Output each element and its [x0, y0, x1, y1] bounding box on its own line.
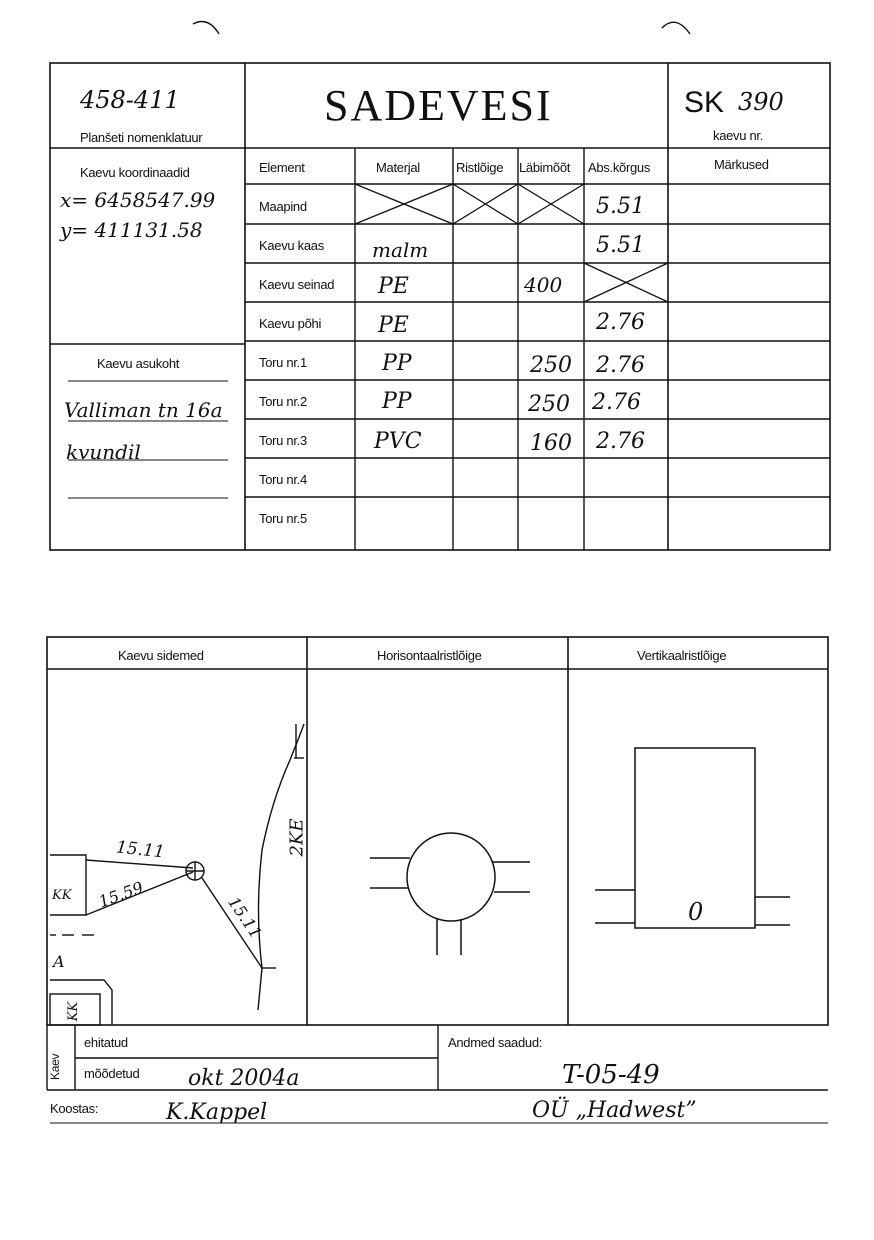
header-diameter: Läbimõõt	[519, 160, 571, 175]
cell-material: malm	[372, 238, 429, 262]
vertical-section-label: Vertikaalristlõige	[637, 648, 727, 663]
road-label: 2KE	[286, 818, 308, 857]
surveyed-label: mõõdetud	[84, 1066, 140, 1081]
side-label: Kaev	[48, 1053, 62, 1080]
row-element: Kaevu seinad	[259, 277, 335, 292]
cell-elevation: 5.51	[596, 233, 645, 258]
cell-material: PE	[378, 313, 409, 338]
tie-distance-2: 15.59	[96, 877, 146, 912]
cell-elevation: 2.76	[592, 390, 641, 415]
a-label: A	[53, 952, 65, 971]
location-label: Kaevu asukoht	[97, 356, 180, 371]
kk-label: KK	[52, 888, 72, 903]
well-number-value: 390	[738, 88, 784, 116]
cell-diameter: 160	[530, 431, 572, 456]
location-line-2: kvundil	[66, 440, 141, 464]
built-label: ehitatud	[84, 1035, 128, 1050]
row-element: Kaevu kaas	[259, 238, 324, 253]
horizontal-section-label: Horisontaalristlõige	[377, 648, 482, 663]
header-elevation: Abs.kõrgus	[588, 160, 651, 175]
row-element: Toru nr.3	[259, 433, 307, 448]
cell-diameter: 400	[524, 273, 563, 297]
cell-elevation: 5.51	[596, 194, 645, 219]
cell-elevation: 2.76	[596, 429, 645, 454]
row-element: Toru nr.4	[259, 472, 307, 487]
well-number-prefix: SK	[684, 86, 725, 119]
coordinates-label: Kaevu koordinaadid	[80, 165, 190, 180]
data-source-value: T-05-49	[562, 1060, 660, 1090]
data-source-label: Andmed saadud:	[448, 1035, 543, 1050]
page-title: SADEVESI	[324, 81, 553, 130]
row-element: Kaevu põhi	[259, 316, 322, 331]
horizontal-section	[370, 833, 530, 955]
surveyed-value: okt 2004a	[188, 1066, 300, 1091]
cell-material: PP	[382, 351, 412, 376]
row-element: Toru nr.2	[259, 394, 307, 409]
kk-label-2: KK	[66, 1001, 82, 1022]
compiled-label: Koostas:	[50, 1101, 99, 1116]
tie-distance-1: 15.11	[115, 837, 166, 863]
well-number-label: kaevu nr.	[713, 128, 764, 143]
coordinate-y: y= 411131.58	[60, 218, 203, 242]
nomenclature-value: 458-411	[80, 86, 180, 114]
header-material: Materjal	[376, 160, 420, 175]
ties-sketch	[50, 724, 304, 1025]
nomenclature-label: Planšeti nomenklatuur	[80, 130, 203, 145]
company-value: OÜ „Hadwest”	[532, 1098, 697, 1123]
cell-material: PVC	[374, 429, 422, 454]
cell-material: PE	[378, 274, 409, 299]
cell-elevation: 2.76	[596, 353, 645, 378]
compiled-value: K.Kappel	[166, 1100, 268, 1125]
row-element: Toru nr.1	[259, 355, 307, 370]
header-element: Element	[259, 160, 305, 175]
header-cross-section: Ristlõige	[456, 160, 504, 175]
coordinate-x: x= 6458547.99	[60, 188, 216, 212]
ties-label: Kaevu sidemed	[118, 648, 204, 663]
vertical-mark: 0	[688, 898, 704, 926]
cell-diameter: 250	[528, 392, 570, 417]
header-notes: Märkused	[714, 157, 769, 172]
tie-distance-3: 15.11	[224, 893, 266, 942]
row-element: Maapind	[259, 199, 307, 214]
cell-material: PP	[382, 389, 412, 414]
location-line-1: Valliman tn 16a	[64, 398, 223, 422]
cell-elevation: 2.76	[596, 310, 645, 335]
row-element: Toru nr.5	[259, 511, 307, 526]
cell-diameter: 250	[530, 353, 572, 378]
